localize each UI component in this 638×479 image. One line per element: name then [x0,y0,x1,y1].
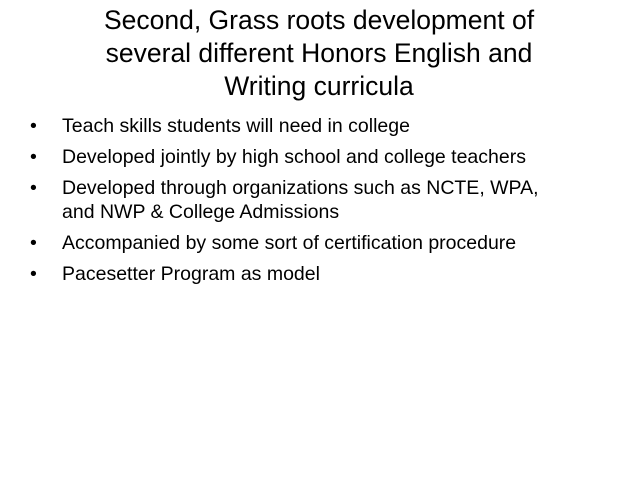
bullet-text: Teach skills students will need in college [62,115,410,137]
slide-title-line-2: several different Honors English and [105,38,533,68]
bullet-list [30,114,620,293]
bullet-item [30,231,620,255]
bullet-item [30,145,552,169]
bullet-text: Pacesetter Program as model [62,263,320,285]
bullet-text: Accompanied by some sort of certification procedure [62,232,517,254]
slide-title-line-3: Writing curricula [224,71,414,101]
bullet-point-icon: • [30,115,37,137]
slide-title [40,4,598,103]
bullet-item [30,262,620,286]
bullet-point-icon: • [30,232,37,254]
bullet-text: Developed jointly by high school and college teachers [62,146,526,168]
bullet-point-icon: • [30,146,37,168]
bullet-point-icon: • [30,263,37,285]
bullet-item [30,176,562,224]
slide-title-line-1: Second, Grass roots development of [103,5,535,35]
bullet-text: Developed through organizations such as NCTE, WPA, and NWP & College Admissions [62,177,539,223]
bullet-item [30,114,620,138]
bullet-point-icon: • [30,177,37,199]
